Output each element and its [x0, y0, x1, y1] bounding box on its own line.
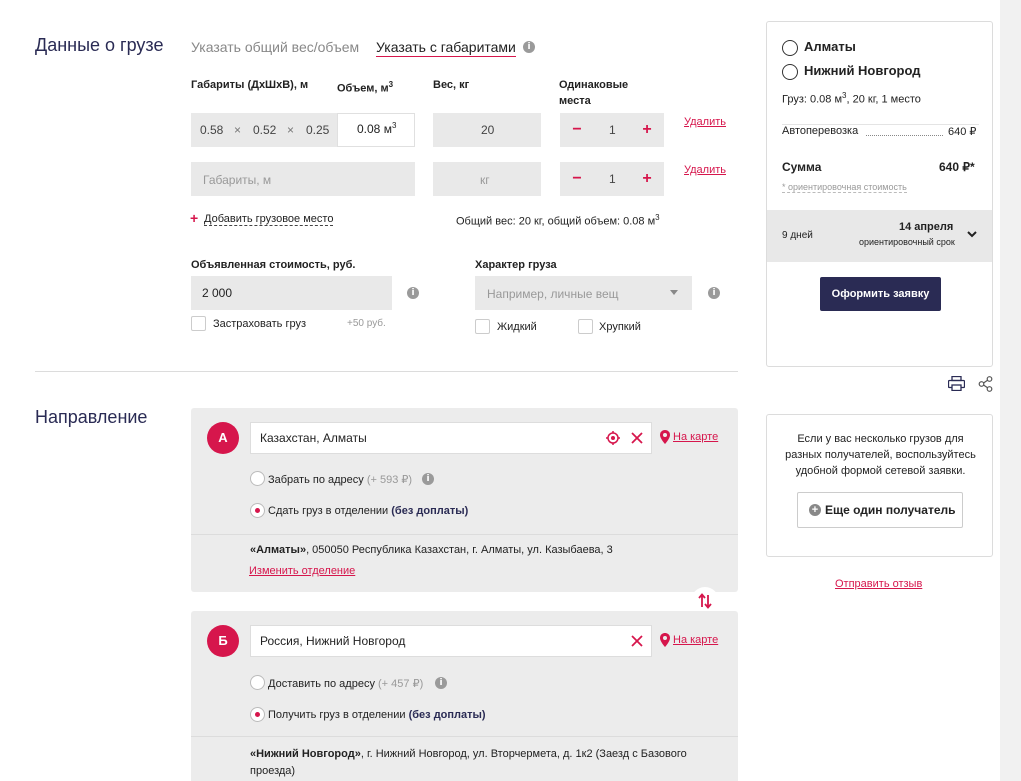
info-icon[interactable]: i [708, 287, 720, 299]
delivery-address-label[interactable]: Доставить по адресу (+ 457 ₽) [268, 678, 424, 690]
plus-icon[interactable]: + [642, 121, 652, 138]
swap-icon [698, 593, 712, 609]
weight-input-row1[interactable] [433, 113, 541, 147]
nature-label: Характер груза [475, 259, 557, 271]
chevron-down-icon[interactable] [967, 231, 977, 238]
plus-icon[interactable]: + [642, 170, 652, 187]
add-cargo-place-link[interactable]: Добавить грузовое место [204, 213, 334, 225]
origin-map-link[interactable]: На карте [673, 431, 719, 443]
height-value[interactable]: 0.25 [306, 123, 330, 137]
times-sign: × [287, 123, 295, 137]
dimensions-placeholder: Габариты, м [203, 173, 272, 187]
declared-value-label: Объявленная стоимость, руб. [191, 259, 356, 271]
add-recipient-button[interactable] [797, 492, 963, 528]
feedback-link[interactable]: Отправить отзыв [835, 578, 923, 590]
dropoff-branch-radio[interactable] [250, 503, 265, 518]
col-weight: Вес, кг [433, 79, 470, 91]
from-city-radio[interactable] [782, 40, 798, 56]
sum-label: Сумма [782, 160, 822, 174]
tab-total-weight[interactable]: Указать общий вес/объем [191, 39, 360, 55]
pickup-address-radio[interactable] [250, 471, 265, 486]
col-dimensions: Габариты (ДхШхВ), м [191, 79, 309, 91]
map-pin-icon[interactable] [660, 430, 670, 444]
approx-note: * ориентировочная стоимость [782, 182, 907, 192]
from-city: Алматы [804, 39, 856, 54]
direction-section-title: Направление [35, 407, 148, 427]
dropoff-branch-label[interactable]: Сдать груз в отделении (без доплаты) [268, 505, 469, 517]
col-volume: Объем, $м^3$ [337, 80, 394, 95]
tab-with-dimensions[interactable]: Указать с габаритами [376, 39, 516, 55]
declared-value: 2 000 [202, 286, 233, 300]
nature-placeholder: Например, личные вещ [487, 287, 619, 301]
to-city-radio[interactable] [782, 64, 798, 80]
cargo-summary: Груз: 0.08 $м^3$, 20 кг, 1 место [782, 91, 921, 106]
receive-branch-label[interactable]: Получить груз в отделении (без доплаты) [268, 709, 486, 721]
add-recipient-label: Еще один получатель [825, 503, 956, 517]
share-icon[interactable] [978, 376, 993, 392]
delete-row1-link[interactable]: Удалить [684, 116, 726, 128]
declared-value-input[interactable] [191, 276, 392, 310]
destination-map-link[interactable]: На карте [673, 634, 719, 646]
quantity-value[interactable]: 1 [609, 123, 616, 137]
origin-panel [191, 408, 738, 592]
panel-divider [191, 736, 738, 737]
receive-branch-radio[interactable] [250, 707, 265, 722]
fragile-checkbox[interactable] [578, 319, 593, 334]
dimensions-input-row2[interactable] [191, 162, 415, 196]
caret-down-icon [670, 290, 678, 295]
section-divider [35, 371, 738, 372]
destination-branch-address: «Нижний Новгород», г. Нижний Новгород, ул. Вторчермета, д. 1к2 (Заезд с Базового проезда) [250, 748, 687, 777]
days-count: 9 дней [782, 230, 813, 241]
dimensions-input-row1[interactable] [191, 113, 337, 147]
fragile-label[interactable]: Хрупкий [599, 321, 641, 333]
network-order-text: Если у вас несколько грузов для разных получателей, воспользуйтесь удобной формой сетевой заявки. [785, 433, 976, 477]
quantity-value[interactable]: 1 [609, 172, 616, 186]
info-icon[interactable]: i [422, 473, 434, 485]
minus-icon[interactable]: − [572, 121, 582, 138]
delivery-address-radio[interactable] [250, 675, 265, 690]
quantity-stepper-row2 [560, 162, 664, 196]
plus-icon[interactable]: + [190, 210, 199, 226]
sum-value: 640 ₽* [939, 160, 975, 174]
nature-select[interactable] [475, 276, 692, 310]
service-label: Автоперевозка [782, 125, 859, 137]
info-icon[interactable]: i [407, 287, 419, 299]
pickup-address-label[interactable]: Забрать по адресу (+ 593 ₽) [268, 474, 413, 486]
destination-input[interactable] [250, 625, 652, 657]
weight-placeholder: кг [480, 173, 490, 187]
insure-label[interactable]: Застраховать груз [213, 318, 307, 330]
liquid-checkbox[interactable] [475, 319, 490, 334]
submit-order-button[interactable]: Оформить заявку [820, 277, 941, 311]
panel-divider [191, 534, 738, 535]
length-value[interactable]: 0.58 [200, 123, 224, 137]
width-value[interactable]: 0.52 [253, 123, 277, 137]
map-pin-icon[interactable] [660, 633, 670, 647]
print-icon[interactable] [948, 376, 965, 391]
origin-value: Казахстан, Алматы [260, 431, 367, 445]
info-icon[interactable]: i [435, 677, 447, 689]
weight-input-row2[interactable] [433, 162, 541, 196]
delivery-term-bar[interactable] [767, 210, 992, 262]
insure-price: +50 руб. [347, 318, 386, 329]
origin-input[interactable] [250, 422, 652, 454]
destination-value: Россия, Нижний Новгород [260, 634, 406, 648]
quantity-stepper-row1 [560, 113, 664, 147]
insure-checkbox[interactable] [191, 316, 206, 331]
to-city: Нижний Новгород [804, 63, 921, 78]
change-branch-link[interactable]: Изменить отделение [249, 565, 356, 577]
service-price: 640 ₽ [948, 126, 977, 138]
minus-icon[interactable]: − [572, 170, 582, 187]
page-right-gutter [1000, 0, 1021, 781]
clear-icon[interactable] [631, 635, 643, 647]
volume-value: 0.08 $м^3$ [357, 121, 397, 136]
times-sign: × [234, 123, 242, 137]
network-order-card [766, 414, 993, 557]
liquid-label[interactable]: Жидкий [497, 321, 537, 333]
clear-icon[interactable] [631, 432, 643, 444]
destination-panel [191, 611, 738, 781]
origin-branch-address: «Алматы», 050050 Республика Казахстан, г. Алматы, ул. Казыбаева, 3 [250, 544, 613, 556]
cargo-section-title: Данные о грузе [35, 35, 164, 55]
delivery-date-note: ориентировочный срок [859, 237, 955, 247]
weight-value: 20 [481, 123, 495, 137]
destination-badge: Б [207, 625, 239, 657]
origin-badge: А [207, 422, 239, 454]
delivery-date: 14 апреля [899, 221, 954, 233]
volume-field-row1 [337, 113, 415, 147]
info-icon[interactable]: i [523, 41, 535, 53]
delete-row2-link[interactable]: Удалить [684, 164, 726, 176]
col-identical-places: Одинаковые места [559, 79, 629, 107]
totals-text: Общий вес: 20 кг, общий объем: 0.08 $м^3$ [456, 213, 660, 228]
plus-circle-icon: + [809, 504, 821, 516]
dotted-leader [866, 135, 943, 136]
locate-icon[interactable] [606, 431, 620, 445]
summary-card [766, 21, 993, 367]
